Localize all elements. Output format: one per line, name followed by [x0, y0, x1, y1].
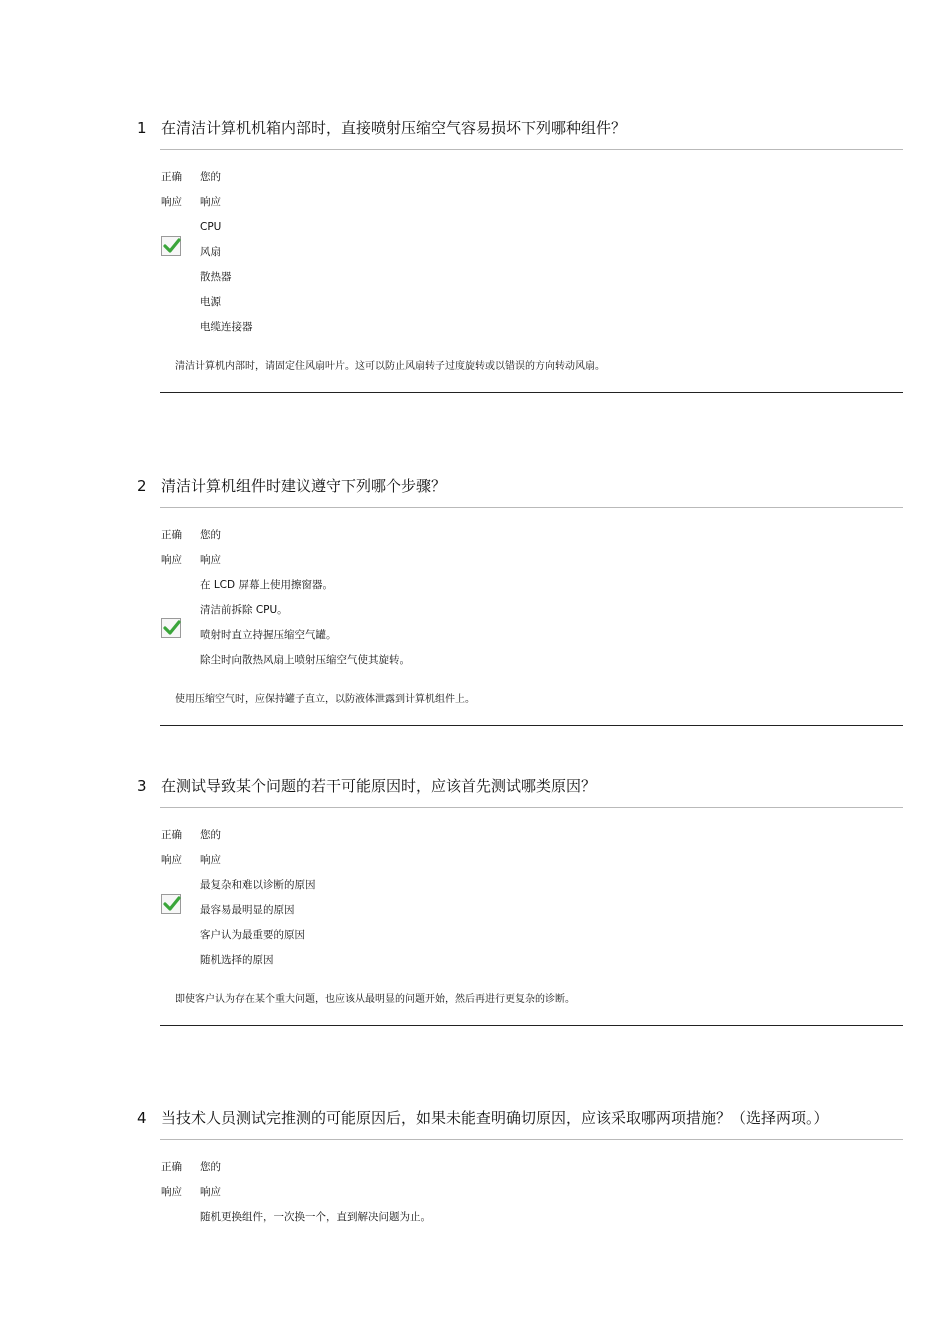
answer-option[interactable]: CPU	[200, 221, 222, 233]
question-number: 2	[137, 477, 147, 495]
header-correct: 正确	[161, 829, 182, 841]
header-response: 响应	[200, 554, 221, 566]
header-response: 响应	[200, 854, 221, 866]
question-divider	[160, 507, 903, 508]
header-response: 响应	[200, 1186, 221, 1198]
question-divider	[160, 149, 903, 150]
header-response: 响应	[161, 554, 182, 566]
question-divider	[160, 1139, 903, 1140]
explanation: 使用压缩空气时，应保持罐子直立，以防液体泄露到计算机组件上。	[175, 694, 475, 705]
question-text: 在测试导致某个问题的若干可能原因时，应该首先测试哪类原因？	[161, 777, 597, 795]
header-response: 响应	[161, 1186, 182, 1198]
header-correct: 正确	[161, 529, 182, 541]
question-text: 在清洁计算机机箱内部时，直接喷射压缩空气容易损坏下列哪种组件？	[161, 119, 627, 137]
answer-option[interactable]: 最复杂和难以诊断的原因	[200, 879, 316, 891]
answer-option[interactable]: 除尘时向散热风扇上喷射压缩空气使其旋转。	[200, 654, 410, 666]
answer-option[interactable]: 随机选择的原因	[200, 954, 274, 966]
answer-option[interactable]: 风扇	[200, 246, 221, 258]
checkmark-icon	[161, 618, 181, 638]
question-text: 当技术人员测试完推测的可能原因后，如果未能查明确切原因，应该采取哪两项措施？（选择两项。）	[161, 1109, 829, 1127]
header-your: 您的	[200, 171, 221, 183]
answer-option[interactable]: 电缆连接器	[200, 321, 253, 333]
question-end-rule	[160, 392, 903, 393]
question-number: 4	[137, 1109, 147, 1127]
answer-option[interactable]: 电源	[200, 296, 221, 308]
header-response: 响应	[200, 196, 221, 208]
header-response: 响应	[161, 196, 182, 208]
answer-option[interactable]: 在 LCD 屏幕上使用擦窗器。	[200, 579, 333, 591]
answer-option[interactable]: 随机更换组件，一次换一个，直到解决问题为止。	[200, 1211, 431, 1223]
header-your: 您的	[200, 1161, 221, 1173]
question-text: 清洁计算机组件时建议遵守下列哪个步骤？	[161, 477, 447, 495]
header-your: 您的	[200, 529, 221, 541]
question-number: 3	[137, 777, 147, 795]
explanation: 清洁计算机内部时，请固定住风扇叶片。这可以防止风扇转子过度旋转或以错误的方向转动风扇。	[175, 361, 605, 372]
header-your: 您的	[200, 829, 221, 841]
header-correct: 正确	[161, 1161, 182, 1173]
question-number: 1	[137, 119, 147, 137]
answer-option[interactable]: 客户认为最重要的原因	[200, 929, 305, 941]
checkmark-icon	[161, 894, 181, 914]
answer-option[interactable]: 喷射时直立持握压缩空气罐。	[200, 629, 337, 641]
explanation: 即使客户认为存在某个重大问题，也应该从最明显的问题开始，然后再进行更复杂的诊断。	[175, 994, 575, 1005]
answer-option[interactable]: 最容易最明显的原因	[200, 904, 295, 916]
question-end-rule	[160, 725, 903, 726]
question-end-rule	[160, 1025, 903, 1026]
answer-option[interactable]: 散热器	[200, 271, 232, 283]
question-divider	[160, 807, 903, 808]
header-response: 响应	[161, 854, 182, 866]
header-correct: 正确	[161, 171, 182, 183]
checkmark-icon	[161, 236, 181, 256]
answer-option[interactable]: 清洁前拆除 CPU。	[200, 604, 288, 616]
